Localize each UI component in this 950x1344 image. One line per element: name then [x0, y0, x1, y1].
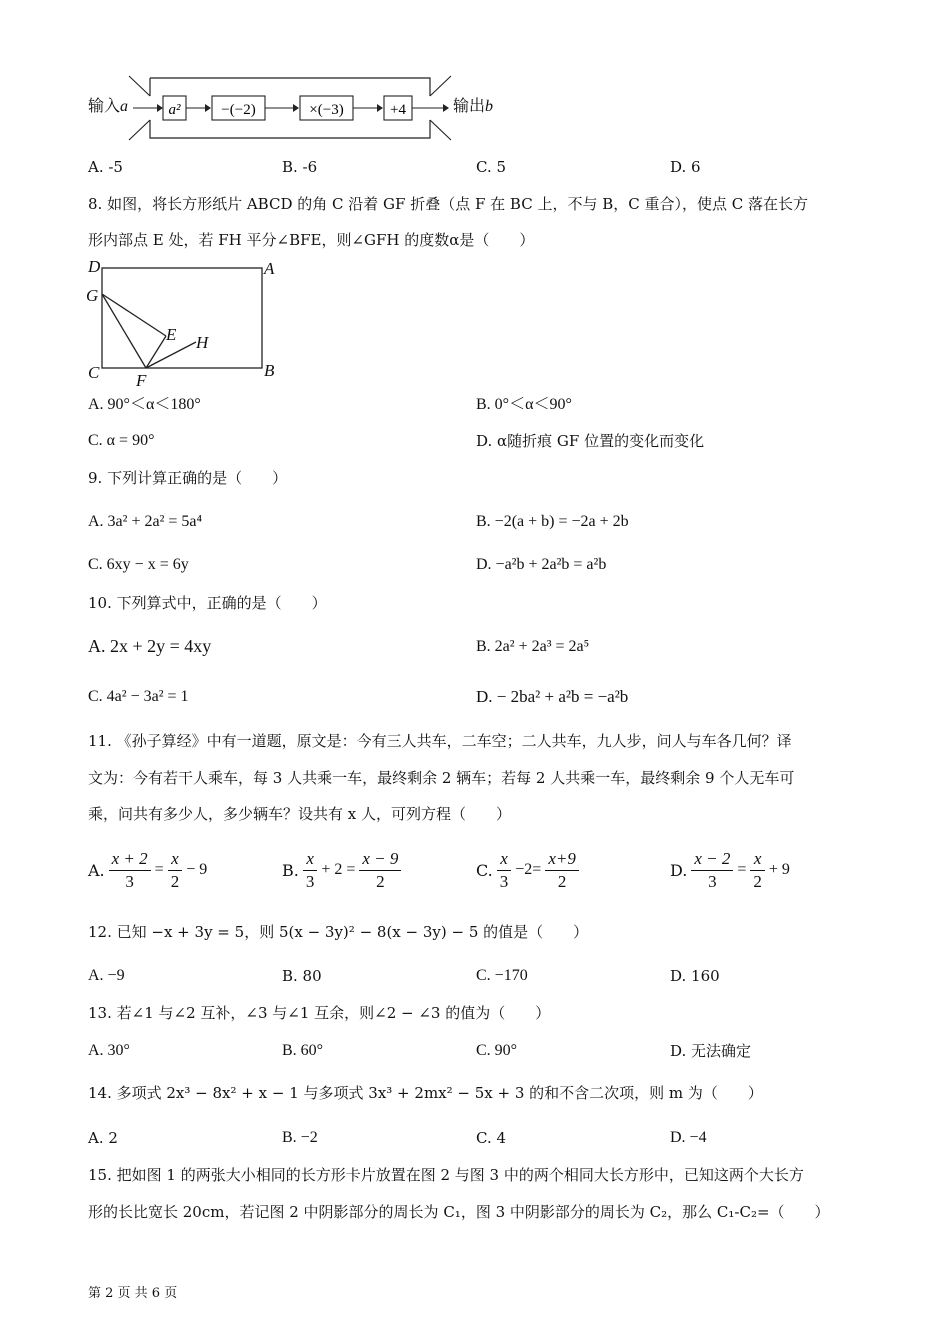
q10-option-b: B. 2a² + 2a³ = 2a⁵ — [476, 638, 590, 655]
fig-label-a: A — [264, 259, 275, 278]
flow-input-label: 输入a — [88, 96, 129, 115]
flow-diagram — [125, 74, 455, 142]
fig-label-c: C — [88, 363, 100, 382]
q11-stem-line3: 乘，问共有多少人，多少辆车？设共有 x 人，可列方程（ ） — [88, 805, 511, 823]
q8-option-d: D. α随折痕 GF 位置的变化而变化 — [476, 432, 705, 450]
q11-option-a: A. $\frac{x + 2}{3}$ = $\frac{x}{2}$ − 9 — [88, 848, 208, 891]
q9-option-a: A. 3a² + 2a² = 5a⁴ — [88, 513, 203, 530]
q15-stem-line1: 15. 把如图 1 的两张大小相同的长方形卡片放置在图 2 与图 3 中的两个相同大长方形中，已知这两个大长方 — [88, 1166, 804, 1184]
fig-label-g: G — [86, 286, 99, 305]
q8-option-c: C. α = 90° — [88, 432, 155, 449]
fig-label-f: F — [136, 371, 147, 388]
q8-option-b: B. 0°＜α＜90° — [476, 396, 572, 413]
fig-label-h: H — [196, 333, 209, 352]
q7-option-b: B. -6 — [282, 158, 318, 176]
q9-option-c: C. 6xy − x = 6y — [88, 556, 189, 573]
q9-option-b: B. −2(a + b) = −2a + 2b — [476, 513, 629, 530]
fig-label-b: B — [264, 361, 275, 380]
q13-option-b: B. 60° — [282, 1042, 324, 1059]
q10-option-d: D. − 2ba² + a²b = −a²b — [476, 687, 629, 706]
page-footer: 第 2 页 共 6 页 — [88, 1286, 178, 1301]
q12-stem: 12. 已知 −x + 3y = 5，则 5(x − 3y)² − 8(x − 3y) − 5 的值是（ ） — [88, 923, 589, 941]
q8-stem-line2: 形内部点 E 处，若 FH 平分∠BFE，则∠GFH 的度数α是（ ） — [88, 231, 535, 249]
q14-option-d: D. −4 — [670, 1129, 707, 1146]
q10-option-c: C. 4a² − 3a² = 1 — [88, 688, 189, 705]
q12-option-d: D. 160 — [670, 967, 720, 985]
q12-option-c: C. −170 — [476, 967, 528, 984]
q13-option-c: C. 90° — [476, 1042, 518, 1059]
flow-box-3: ×(−3) — [309, 102, 344, 118]
q13-stem: 13. 若∠1 与∠2 互补，∠3 与∠1 互余，则∠2 − ∠3 的值为（ ） — [88, 1004, 551, 1022]
q13-option-d: D. 无法确定 — [670, 1042, 752, 1060]
flow-box-1: a² — [168, 102, 181, 118]
q7-option-a: A. -5 — [88, 158, 123, 176]
q7-option-d: D. 6 — [670, 158, 701, 176]
q12-option-b: B. 80 — [282, 967, 322, 985]
q12-option-a: A. −9 — [88, 967, 125, 984]
q13-option-a: A. 30° — [88, 1042, 130, 1059]
q14-option-a: A. 2 — [88, 1129, 118, 1147]
q11-option-d: D. $\frac{x - 2}{3}$ = $\frac{x}{2}$ + 9 — [670, 848, 790, 891]
q8-figure — [84, 256, 284, 388]
q11-stem-line1: 11. 《孙子算经》中有一道题，原文是：今有三人共车，二车空；二人共车，九人步，问人与车各几何？译 — [88, 732, 792, 750]
q9-stem: 9. 下列计算正确的是（ ） — [88, 469, 288, 487]
q10-option-a: A. 2x + 2y = 4xy — [88, 636, 212, 656]
fig-label-e: E — [166, 325, 177, 344]
q8-option-a: A. 90°＜α＜180° — [88, 396, 201, 413]
flow-box-2: −(−2) — [221, 102, 256, 118]
q14-stem: 14. 多项式 2x³ − 8x² + x − 1 与多项式 3x³ + 2mx² − 5x + 3 的和不含二次项，则 m 为（ ） — [88, 1084, 763, 1102]
q7-option-c: C. 5 — [476, 158, 507, 176]
q14-option-c: C. 4 — [476, 1129, 507, 1147]
q9-option-d: D. −a²b + 2a²b = a²b — [476, 556, 607, 573]
fig-label-d: D — [88, 257, 101, 276]
flow-output-label: 输出b — [453, 96, 494, 115]
q15-stem-line2: 形的长比宽长 20cm，若记图 2 中阴影部分的周长为 C₁，图 3 中阴影部分的周长为 C₂，那么 C₁-C₂=（ ） — [88, 1203, 830, 1221]
q8-stem-line1: 8. 如图，将长方形纸片 ABCD 的角 C 沿着 GF 折叠（点 F 在 BC 上，不与 B，C 重合），使点 C 落在长方 — [88, 195, 809, 213]
q11-stem-line2: 文为：今有若干人乘车，每 3 人共乘一车，最终剩余 2 辆车；若每 2 人共乘一车，最终剩余 9 个人无车可 — [88, 769, 795, 787]
q10-stem: 10. 下列算式中，正确的是（ ） — [88, 594, 327, 612]
flow-box-4: +4 — [390, 102, 406, 118]
q11-option-c: C. $\frac{x}{3}$ −2= $\frac{x+9}{2}$ — [476, 846, 579, 894]
q11-option-b: B. $\frac{x}{3}$ + 2 = $\frac{x - 9}{2}$ — [282, 846, 401, 894]
q14-option-b: B. −2 — [282, 1129, 318, 1146]
